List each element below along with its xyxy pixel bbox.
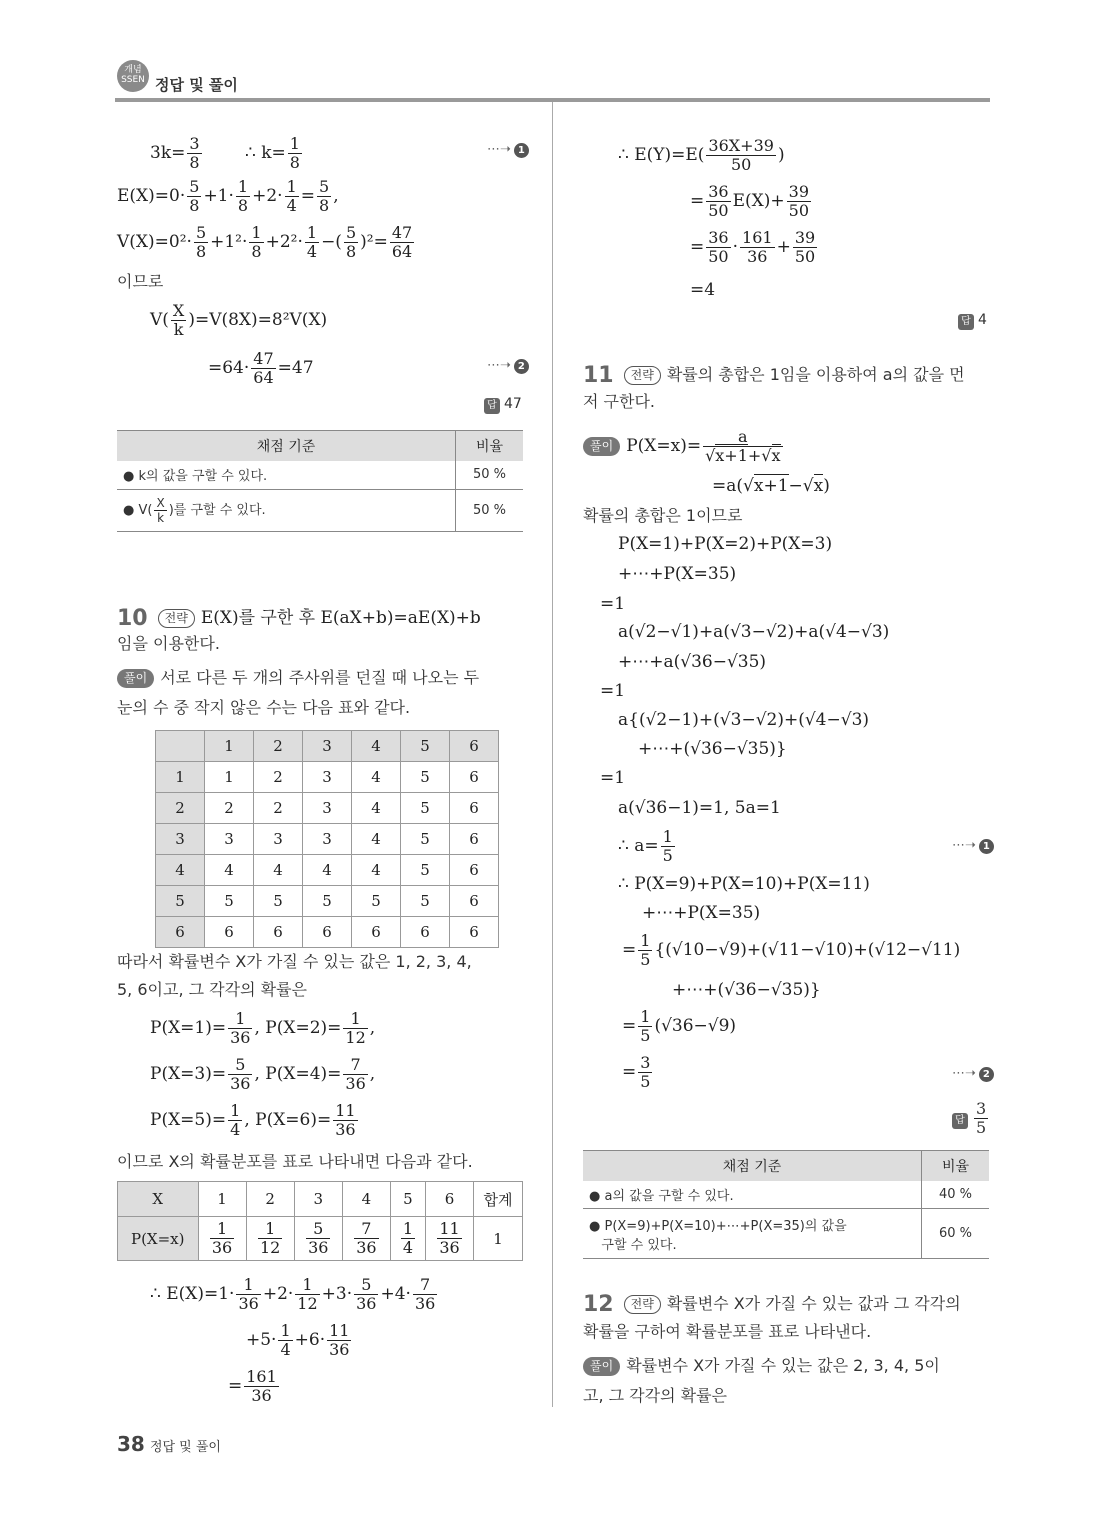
answer-10: 답 4 — [958, 312, 987, 330]
p11-rationalized: =a(√x+1−√x) — [712, 476, 830, 496]
distribution-text: 이므로 X의 확률분포를 표로 나타내면 다음과 같다. — [117, 1152, 473, 1171]
ey-line1: ∴ E(Y)=E( $\frac{36X+39}{50}$ ) — [618, 136, 785, 174]
ey-line2: = $\frac{36}{50}$ E(X)+ $\frac{39}{50}$ — [690, 182, 809, 220]
problem-12-strategy: 확률을 구하여 확률분포를 표로 나타낸다. — [583, 1322, 872, 1341]
problem-12-solution: 풀이 확률변수 X가 가질 수 있는 값은 2, 3, 4, 5이 — [583, 1352, 940, 1380]
p11-eq1: =1 — [600, 594, 626, 614]
p11-p9-2: +⋯+P(X=35) — [642, 903, 761, 923]
grading-table-9: 채점 기준 비율 ● k의 값을 구할 수 있다. 50 % ● V( $\frac{X}{k}$ )를 구할 수 있다. 50 % — [117, 430, 523, 532]
problem-10-heading: 10 전략 E(X)를 구한 후 E(aX+b)=aE(X)+b — [117, 606, 481, 631]
prob-line-2: P(X=3)= $\frac{5}{36}$ , P(X=4)= $\frac{7}{36}$ , — [150, 1055, 376, 1093]
step-mark-11-1: ⋯➝ 1 — [952, 838, 994, 854]
p11-p9-result: = $\frac{3}{5}$ — [622, 1053, 651, 1091]
p11-la1: a(√2−√1)+a(√3−√2)+a(√4−√3) — [618, 622, 890, 642]
step-mark-1: ⋯➝ 1 — [487, 142, 529, 158]
ex10-line2: +5· $\frac{1}{4}$ +6· $\frac{11}{36}$ — [246, 1321, 350, 1359]
step-mark-11-2: ⋯➝ 2 — [952, 1066, 994, 1082]
ex10-line1: ∴ E(X)=1· $\frac{1}{36}$ +2· $\frac{1}{12}$ +3· $\frac{5}{36}$ +4· $\frac{7}{36}$ — [150, 1275, 436, 1313]
answer-9: 답 47 — [484, 396, 522, 414]
prob-line-1: P(X=1)= $\frac{1}{36}$ , P(X=2)= $\frac{1}{12}$ , — [150, 1009, 376, 1047]
p11-sum1: P(X=1)+P(X=2)+P(X=3) — [618, 534, 833, 554]
brand-badge: 개념 SSEN — [117, 60, 149, 92]
values-text: 따라서 확률변수 X가 가질 수 있는 값은 1, 2, 3, 4, — [117, 952, 472, 971]
distribution-table: X 1 2 3 4 5 6 합계 P(X=x) $\frac{1}{36}$ $\frac{1}{12}$ $\frac{5}{36}$ $\frac{7}{36}$ $\frac{1}{4}$ $\frac{11}{36}$ 1 — [117, 1181, 523, 1261]
values-text-b: 5, 6이고, 그 각각의 확률은 — [117, 980, 307, 999]
vxk-step: =64· $\frac{47}{64}$ =47 — [208, 349, 314, 387]
vx-equation: V(X)=0²· $\frac{5}{8}$ +1²· $\frac{1}{8}$ +2²· $\frac{1}{4}$ −( $\frac{5}{8}$ )²= $\frac{47}{64}$ — [117, 223, 413, 261]
p11-p9-4: +⋯+(√36−√35)} — [672, 980, 821, 1000]
ex-equation: E(X)=0· $\frac{5}{8}$ +1· $\frac{1}{8}$ +2· $\frac{1}{4}$ = $\frac{5}{8}$ , — [117, 177, 339, 215]
problem-11-strategy: 저 구한다. — [583, 392, 655, 411]
step-mark-2: ⋯➝ 2 — [487, 358, 529, 374]
p11-a-value: ∴ a= $\frac{1}{5}$ — [618, 827, 673, 865]
prob-line-3: P(X=5)= $\frac{1}{4}$ , P(X=6)= $\frac{11}{36}$ — [150, 1101, 356, 1139]
grading-table-11: 채점 기준 비율 ● a의 값을 구할 수 있다. 40 % ● P(X=9)+P(X=10)+⋯+P(X=35)의 값을 구할 수 있다. 60 % — [583, 1150, 989, 1259]
p11-p9-5: = $\frac{1}{5}$ (√36−√9) — [622, 1007, 737, 1045]
p11-p9-3: = $\frac{1}{5}$ {(√10−√9)+(√11−√10)+(√12−√11) — [622, 931, 961, 969]
p11-eq3: =1 — [600, 768, 626, 788]
problem-10-strategy: 임을 이용한다. — [117, 634, 220, 653]
problem-12-heading: 12 전략 확률변수 X가 가질 수 있는 값과 그 각각의 — [583, 1292, 961, 1317]
problem-11-heading: 11 전략 확률의 총합은 1임을 이용하여 a의 값을 먼 — [583, 363, 965, 388]
p11-la2: +⋯+a(√36−√35) — [618, 652, 767, 672]
k-equation: 3k= $\frac{3}{8}$ ∴ k= $\frac{1}{8}$ — [150, 134, 300, 172]
ex10-result: = $\frac{161}{36}$ — [228, 1367, 277, 1405]
p11-lb1: a{(√2−1)+(√3−√2)+(√4−√3) — [618, 710, 870, 730]
column-divider — [552, 102, 553, 1407]
problem-10-solution-b: 눈의 수 중 작지 않은 수는 다음 표와 같다. — [117, 698, 411, 717]
answer-11: 답 $\frac{3}{5}$ — [952, 1100, 990, 1137]
p11-total-text: 확률의 총합은 1이므로 — [583, 506, 743, 525]
footer: 38 정답 및 풀이 — [117, 1432, 221, 1456]
problem-10-solution: 풀이 서로 다른 두 개의 주사위를 던질 때 나오는 두 — [117, 664, 479, 692]
header-title: 정답 및 풀이 — [155, 76, 238, 94]
p11-sum2: +⋯+P(X=35) — [618, 564, 737, 584]
p11-p9-1: ∴ P(X=9)+P(X=10)+P(X=11) — [618, 874, 870, 894]
ey-line3: = $\frac{36}{50}$ · $\frac{161}{36}$ + $\frac{39}{50}$ — [690, 228, 816, 266]
p11-lc: a(√36−1)=1, 5a=1 — [618, 798, 781, 818]
p11-lb2: +⋯+(√36−√35)} — [638, 739, 787, 759]
vxk-equation: V( $\frac{X}{k}$ )=V(8X)=8²V(X) — [150, 301, 328, 339]
dice-max-table: 1 2 3 4 5 6 1 1 2 3 4 5 6 2 2 2 3 4 5 6 3 3 3 3 4 5 6 4 4 4 4 4 5 6 5 5 5 5 5 5 6 6 6 6 6 6 6 6 — [155, 730, 499, 948]
problem-12-solution-b: 고, 그 각각의 확률은 — [583, 1386, 727, 1405]
p11-solution-line: 풀이 P(X=x)= $\frac{a}{√x+1+√x}$ — [583, 428, 785, 465]
imeuro-text: 이므로 — [117, 272, 164, 291]
p11-eq2: =1 — [600, 681, 626, 701]
ey-line4: =4 — [690, 280, 716, 300]
